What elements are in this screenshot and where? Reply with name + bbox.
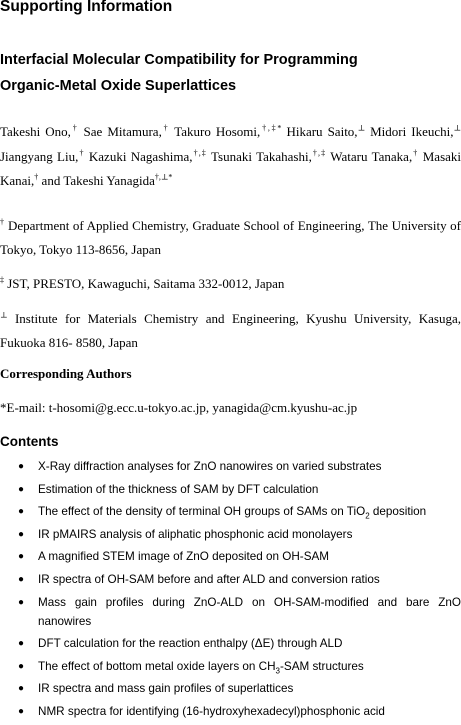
bullet-icon: ● bbox=[18, 702, 24, 721]
contents-item: ● DFT calculation for the reaction enthalpy (ΔE) through ALD bbox=[0, 634, 461, 653]
affiliation-mark: ‡ bbox=[0, 276, 4, 285]
contents-item: ● IR pMAIRS analysis of aliphatic phosphonic acid monolayers bbox=[0, 525, 461, 544]
author-mark: †,‡ bbox=[312, 148, 326, 157]
contents-item: ● The effect of the density of terminal OH groups of SAMs on TiO$_2$ deposition bbox=[0, 502, 461, 521]
contents-item: ● Mass gain profiles during ZnO-ALD on OH-SAM-modified and bare ZnO nanowires bbox=[0, 593, 461, 631]
author-mark: ⊥ bbox=[454, 124, 461, 133]
author-name: Hikaru Saito, bbox=[286, 124, 357, 139]
paper-title-line-1: Interfacial Molecular Compatibility for Programming bbox=[0, 52, 358, 68]
contents-item: ● NMR spectra for identifying (16-hydroxyhexadecyl)phosphonic acid bbox=[0, 702, 461, 721]
contents-item: ● The effect of bottom metal oxide layers on $CH_3$-SAM structures bbox=[0, 657, 461, 676]
author-name: Masaki Kanai, bbox=[0, 149, 461, 189]
affiliation-line: † Department of Applied Chemistry, Graduate School of Engineering, The University of bbox=[0, 214, 461, 238]
bullet-icon: ● bbox=[18, 634, 24, 653]
supporting-information-heading: Supporting Information bbox=[0, 0, 172, 16]
contents-item: ● A magnified STEM image of ZnO deposited on OH-SAM bbox=[0, 547, 461, 566]
affiliation-mark: † bbox=[0, 218, 4, 227]
author-mark: † bbox=[162, 124, 170, 133]
affiliation-line: ⊥ Institute for Materials Chemistry and Engineering, Kyushu University, Kasuga, bbox=[0, 307, 461, 331]
author-mark: † bbox=[78, 148, 84, 157]
contents-item: ● IR spectra of OH-SAM before and after ALD and conversion ratios bbox=[0, 570, 461, 589]
paper-title-line-2: Organic-Metal Oxide Superlattices bbox=[0, 78, 236, 94]
author-name: Jiangyang Liu, bbox=[0, 149, 78, 164]
contents-list bbox=[0, 457, 461, 725]
affiliation-line: Fukuoka 816- 8580, Japan bbox=[0, 331, 461, 355]
author-mark: † bbox=[34, 173, 38, 182]
author-name: Tsunaki Takahashi, bbox=[211, 149, 312, 164]
author-name: Midori Ikeuchi, bbox=[370, 124, 453, 139]
bullet-icon: ● bbox=[18, 502, 24, 521]
bullet-icon: ● bbox=[18, 593, 24, 612]
corresponding-authors-heading: Corresponding Authors bbox=[0, 366, 132, 382]
author-name: Wataru Tanaka, bbox=[330, 149, 412, 164]
corresponding-email: *E-mail: t-hosomi@g.ecc.u-tokyo.ac.jp, yanagida@cm.kyushu-ac.jp bbox=[0, 400, 357, 416]
contents-heading: Contents bbox=[0, 434, 59, 449]
affiliation-line: ‡ JST, PRESTO, Kawaguchi, Saitama 332-0012, Japan bbox=[0, 272, 461, 296]
author-mark: † bbox=[412, 148, 418, 157]
bullet-icon: ● bbox=[18, 679, 24, 698]
author-mark: ⊥ bbox=[358, 124, 366, 133]
author-list bbox=[0, 120, 461, 194]
bullet-icon: ● bbox=[18, 457, 24, 476]
affiliation-jst bbox=[0, 272, 461, 296]
affiliation-mark: ⊥ bbox=[0, 311, 8, 320]
affiliation-kyushu bbox=[0, 307, 461, 355]
bullet-icon: ● bbox=[18, 525, 24, 544]
contents-item: ● X-Ray diffraction analyses for ZnO nanowires on varied substrates bbox=[0, 457, 461, 476]
author-name: Takeshi Ono, bbox=[0, 124, 71, 139]
affiliation-tokyo bbox=[0, 214, 461, 262]
author-mark: †,‡ bbox=[193, 148, 207, 157]
author-name: Kazuki Nagashima, bbox=[89, 149, 193, 164]
bullet-icon: ● bbox=[18, 480, 24, 499]
bullet-icon: ● bbox=[18, 570, 24, 589]
author-mark: †,⊥* bbox=[155, 173, 173, 182]
author-name: Takuro Hosomi, bbox=[174, 124, 260, 139]
contents-item: ● Estimation of the thickness of SAM by DFT calculation bbox=[0, 480, 461, 499]
author-mark: †,‡* bbox=[260, 124, 281, 133]
author-mark: † bbox=[71, 124, 79, 133]
contents-item: ● IR spectra and mass gain profiles of superlattices bbox=[0, 679, 461, 698]
bullet-icon: ● bbox=[18, 657, 24, 676]
author-name: and Takeshi Yanagida bbox=[42, 173, 155, 188]
author-name: Sae Mitamura, bbox=[84, 124, 162, 139]
affiliation-line: Tokyo, Tokyo 113-8656, Japan bbox=[0, 238, 461, 262]
bullet-icon: ● bbox=[18, 547, 24, 566]
